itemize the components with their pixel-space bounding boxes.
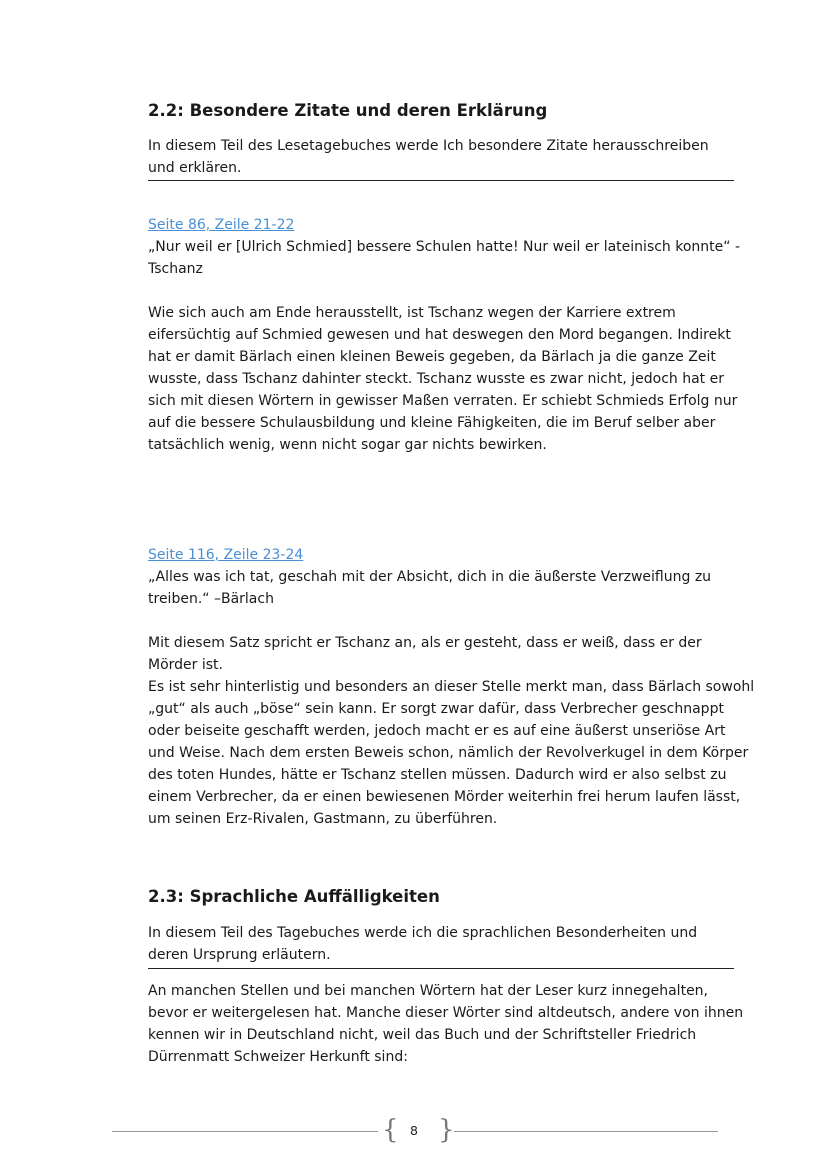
- section-intro-2-3: In diesem Teil des Tagebuches werde ich die sprachlichen Besonderheiten und deren Ursprung erläutern.: [148, 925, 698, 963]
- text-line: hat er damit Bärlach einen kleinen Beweis gegeben, da Bärlach ja die ganze Zeit: [148, 349, 716, 365]
- quote-text: [148, 236, 741, 280]
- text-line: kennen wir in Deutschland nicht, weil das Buch und der Schriftsteller Friedrich: [148, 1027, 697, 1043]
- text-line: Es ist sehr hinterlistig und besonders an dieser Stelle merkt man, dass Bärlach sowohl: [148, 679, 755, 695]
- page-footer: [112, 1115, 718, 1146]
- section-heading-2-3: 2.3: Sprachliche Auffälligkeiten: [148, 887, 440, 906]
- text-line: „gut“ als auch „böse“ sein kann. Er sorgt zwar dafür, dass Verbrecher geschnappt: [148, 701, 724, 717]
- text-line: An manchen Stellen und bei manchen Wörtern hat der Leser kurz innegehalten,: [148, 983, 708, 999]
- quote-reference-link[interactable]: Seite 86, Zeile 21-22: [148, 217, 295, 233]
- section-intro-2-2: In diesem Teil des Lesetagebuches werde Ich besondere Zitate herausschreiben und erklären.: [148, 138, 709, 176]
- footer-bracket-left: {: [382, 1115, 399, 1145]
- footer-line-right: [454, 1131, 718, 1132]
- text-line: einem Verbrecher, da er einen bewiesenen Mörder weiterhin frei herum laufen lässt,: [148, 789, 741, 805]
- quote-explanation: [148, 302, 738, 456]
- text-line: eifersüchtig auf Schmied gewesen und hat deswegen den Mord begangen. Indirekt: [148, 327, 731, 343]
- footer-bracket-right: }: [438, 1115, 455, 1145]
- quote-reference-link[interactable]: Seite 116, Zeile 23-24: [148, 547, 304, 563]
- text-line: Mit diesem Satz spricht er Tschanz an, als er gesteht, dass er weiß, dass er der: [148, 635, 702, 651]
- page-number: 8: [410, 1123, 418, 1138]
- section-heading-2-2: 2.2: Besondere Zitate und deren Erklärung: [148, 101, 548, 120]
- text-line: sich mit diesen Wörtern in gewisser Maßen verraten. Er schiebt Schmieds Erfolg nur: [148, 393, 738, 409]
- quote-text: [148, 566, 734, 610]
- text-line: Tschanz: [148, 261, 203, 277]
- section-divider: [148, 968, 734, 969]
- text-line: wusste, dass Tschanz dahinter steckt. Tschanz wusste es zwar nicht, jedoch hat er: [148, 371, 724, 387]
- text-line: „Alles was ich tat, geschah mit der Absicht, dich in die äußerste Verzweiflung zu: [148, 569, 712, 585]
- text-line: um seinen Erz-Rivalen, Gastmann, zu überführen.: [148, 811, 498, 827]
- footer-line-left: [112, 1131, 378, 1132]
- text-line: „Nur weil er [Ulrich Schmied] bessere Schulen hatte! Nur weil er lateinisch konnte“ -: [148, 239, 741, 255]
- text-line: des toten Hundes, hätte er Tschanz stellen müssen. Dadurch wird er also selbst zu: [148, 767, 727, 783]
- section-divider: [148, 180, 734, 181]
- text-line: treiben.“ –Bärlach: [148, 591, 274, 607]
- text-line: tatsächlich wenig, wenn nicht sogar gar nichts bewirken.: [148, 437, 547, 453]
- text-line: Mörder ist.: [148, 657, 223, 673]
- section-body-2-3: [148, 980, 744, 1068]
- text-line: und Weise. Nach dem ersten Beweis schon, nämlich der Revolverkugel in dem Körper: [148, 745, 749, 761]
- text-line: oder beiseite geschafft werden, jedoch macht er es auf eine äußerst unseriöse Art: [148, 723, 726, 739]
- text-line: auf die bessere Schulausbildung und kleine Fähigkeiten, die im Beruf selber aber: [148, 415, 716, 431]
- text-line: bevor er weitergelesen hat. Manche dieser Wörter sind altdeutsch, andere von ihnen: [148, 1005, 744, 1021]
- text-line: Wie sich auch am Ende herausstellt, ist Tschanz wegen der Karriere extrem: [148, 305, 676, 321]
- text-line: Dürrenmatt Schweizer Herkunft sind:: [148, 1049, 408, 1065]
- quote-explanation: [148, 632, 755, 830]
